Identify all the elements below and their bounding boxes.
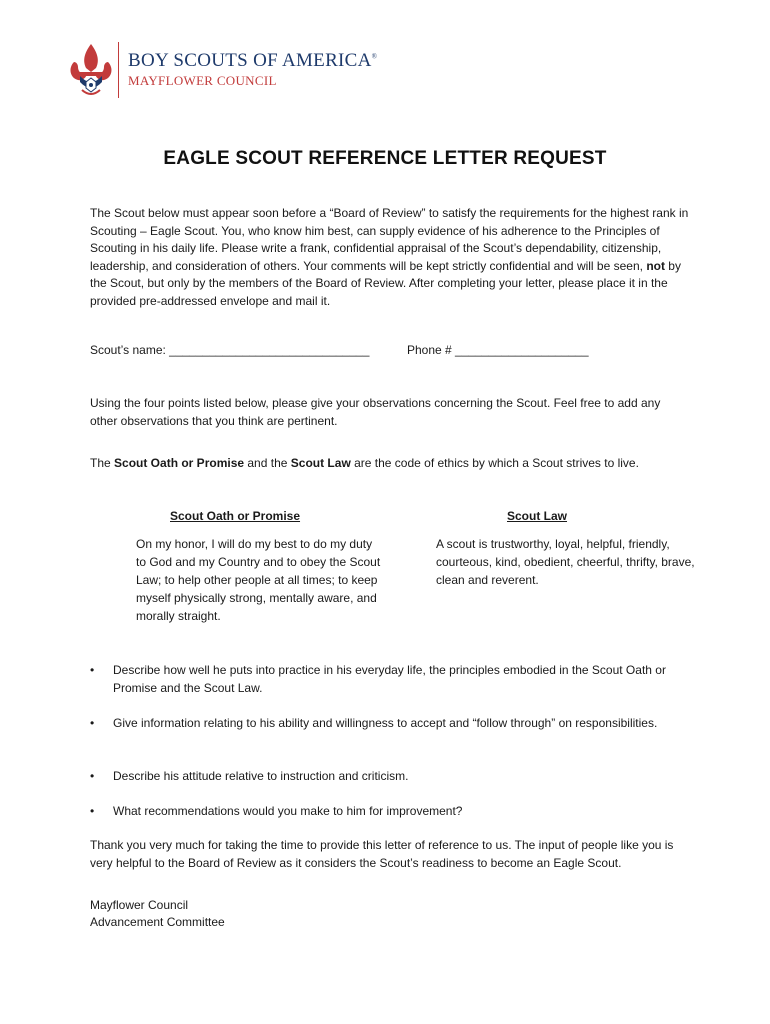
bullet-icon: • [90,804,95,818]
scout-name-field: Scout’s name: ______________________________ [90,343,370,357]
logo-divider [118,42,119,98]
law-text: A scout is trustworthy, loyal, helpful, friendly, courteous, kind, obedient, cheerful, thrifty, brave, clean and reverent. [436,537,695,587]
list-item: • Describe his attitude relative to instruction and criticism. [90,769,409,783]
page-title: EAGLE SCOUT REFERENCE LETTER REQUEST [163,148,607,169]
bullet-icon: • [90,716,95,730]
list-item: • Give information relating to his ability and willingness to accept and “follow through” on responsibilities. [90,716,658,730]
list-item: • What recommendations would you make to him for improvement? [90,804,463,818]
bullet-icon: • [90,663,95,677]
ethics-statement: The Scout Oath or Promise and the Scout Law are the code of ethics by which a Scout strives to live. [90,456,639,470]
signature-line1: Mayflower Council [90,898,189,912]
oath-heading: Scout Oath or Promise [170,509,301,523]
signature-line2: Advancement Committee [90,915,225,929]
list-item: • Describe how well he puts into practice in his everyday life, the principles embodied in the Scout Oath or Promise and the Scout Law. [90,663,666,695]
bullet-icon: • [90,769,95,783]
oath-text: On my honor, I will do my best to do my duty to God and my Country and to obey the Scout Law; to help other people at all times; to keep myself physically strong, mentally aware, and morally straight. [136,537,381,623]
fleur-de-lis-emblem-icon [68,42,114,98]
phone-field: Phone # ____________________ [407,343,589,357]
org-name: BOY SCOUTS OF AMERICA® [128,50,378,71]
instructions-paragraph: Using the four points listed below, please give your observations concerning the Scout. Feel free to add any other observations that you think are pertinent. [90,396,661,428]
council-name: MAYFLOWER COUNCIL [128,73,277,88]
closing-paragraph: Thank you very much for taking the time to provide this letter of reference to us. The input of people like you is very helpful to the Board of Review as it considers the Scout’s readiness to become an Eagle Scout. [90,838,674,870]
intro-paragraph: The Scout below must appear soon before a “Board of Review” to satisfy the requirements for the highest rank in Scouting – Eagle Scout. You, who know him best, can supply evidence of his adherence to the Principles of Scouting in his daily life. Please write a frank, confidential appraisal of the Scout’s dependability, citizenship, leadership, and consideration of others. Your comments will be kept strictly confidential and will be seen, not by the Scout, but only by the members of the Board of Review. After completing your letter, please place it in the provided pre-addressed envelope and mail it. [90,206,689,308]
law-heading: Scout Law [507,509,568,523]
